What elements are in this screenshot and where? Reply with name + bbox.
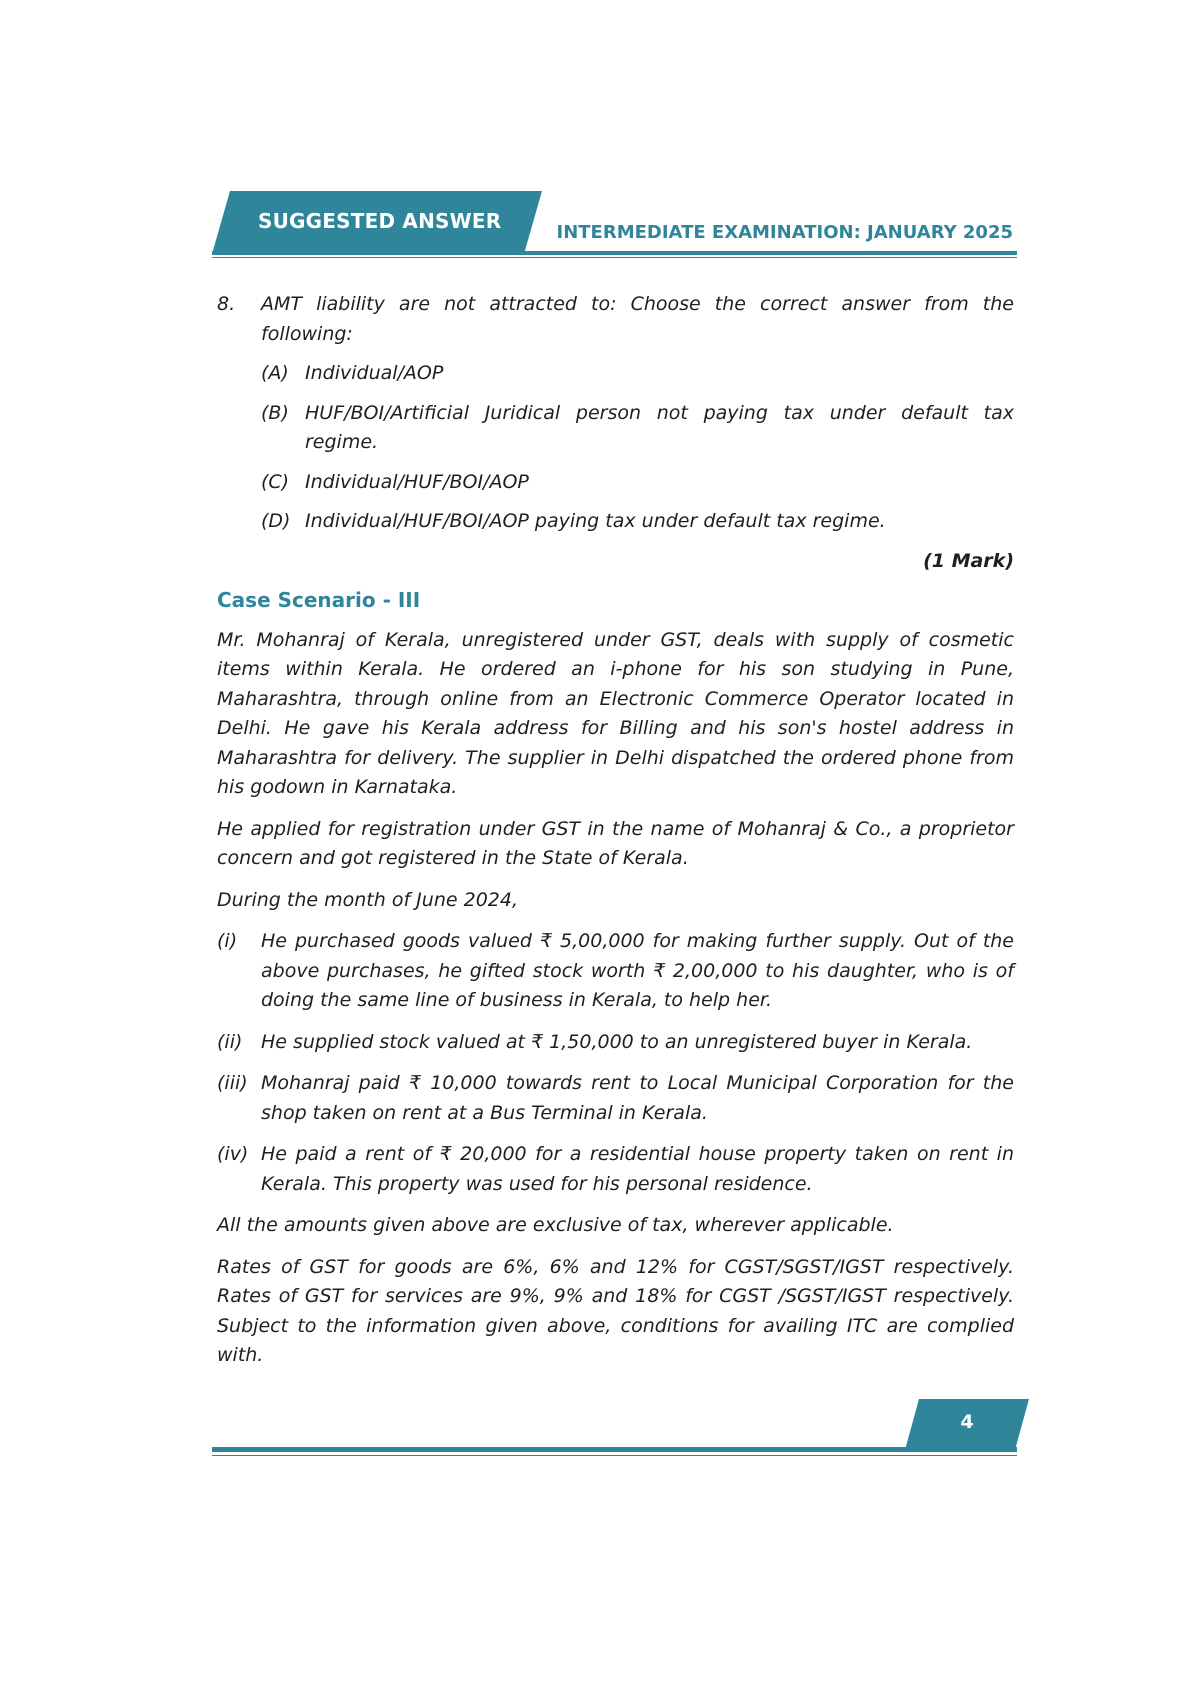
item-text: He paid a rent of ₹ 20,000 for a residential house property taken on rent in Kerala. This property was used for his personal residence. (261, 1143, 1014, 1195)
page-content (217, 290, 1014, 1383)
exam-title: INTERMEDIATE EXAMINATION: JANUARY 2025 (556, 222, 1013, 243)
footer-rule-thin (212, 1455, 1017, 1456)
header-rule (212, 251, 1017, 255)
option-label: (D) (261, 510, 291, 532)
case-paragraph-5: Rates of GST for goods are 6%, 6% and 12% for CGST/SGST/IGST respectively. Rates of GST for services are 9%, 9% and 18% for CGST /SGST/IGST respectively. Subject to the information given above, conditions for availing ITC are complied with. (217, 1255, 1014, 1366)
question-text: AMT liability are not attracted to: Choose the correct answer from the following: (261, 293, 1014, 345)
header-tab-label: SUGGESTED ANSWER (258, 209, 502, 233)
option-text: HUF/BOI/Artificial Juridical person not paying tax under default tax regime. (305, 401, 1014, 453)
list-item (217, 1028, 1014, 1058)
header-rule-thin (212, 257, 1017, 258)
item-label: (iv) (217, 1143, 249, 1165)
case-paragraph-2: He applied for registration under GST in the name of Mohanraj & Co., a proprietor concern and got registered in the State of Kerala. (217, 817, 1014, 869)
case-scenario-heading: Case Scenario - III (217, 588, 421, 612)
list-item (217, 1069, 1014, 1128)
case-paragraph-4: All the amounts given above are exclusive of tax, wherever applicable. (217, 1214, 894, 1236)
option-c (217, 468, 1014, 498)
list-item (217, 927, 1014, 1016)
option-text: Individual/HUF/BOI/AOP paying tax under default tax regime. (305, 510, 886, 532)
option-label: (A) (261, 362, 289, 384)
item-label: (iii) (217, 1072, 248, 1094)
option-label: (B) (261, 401, 289, 424)
option-d (217, 507, 1014, 537)
case-paragraph-1: Mr. Mohanraj of Kerala, unregistered under GST, deals with supply of cosmetic items within Kerala. He ordered an i-phone for his son studying in Pune, Maharashtra, through online from an Electronic Commerce Operator located in Delhi. He gave his Kerala address for Billing and his son's hostel address in Maharashtra for delivery. The supplier in Delhi dispatched the ordered phone from his godown in Karnataka. (217, 628, 1014, 798)
item-text: He supplied stock valued at ₹ 1,50,000 to an unregistered buyer in Kerala. (261, 1030, 973, 1053)
marks-label: (1 Mark) (923, 549, 1014, 572)
option-b (217, 399, 1014, 458)
option-label: (C) (261, 470, 290, 493)
option-text: Individual/HUF/BOI/AOP (305, 470, 529, 493)
question-8 (217, 290, 1014, 349)
option-a (217, 359, 1014, 389)
option-text: Individual/AOP (305, 362, 444, 384)
question-number: 8. (217, 293, 236, 315)
list-item (217, 1140, 1014, 1199)
item-text: Mohanraj paid ₹ 10,000 towards rent to Local Municipal Corporation for the shop taken on rent at a Bus Terminal in Kerala. (261, 1072, 1014, 1124)
item-text: He purchased goods valued ₹ 5,00,000 for making further supply. Out of the above purchases, he gifted stock worth ₹ 2,00,000 to his daughter, who is of doing the same line of business in Kerala, to help her. (261, 930, 1014, 1011)
item-label: (ii) (217, 1030, 243, 1053)
footer-rule (212, 1447, 1017, 1452)
case-paragraph-3: During the month of June 2024, (217, 888, 518, 911)
item-label: (i) (217, 930, 238, 952)
page-number: 4 (960, 1411, 974, 1433)
